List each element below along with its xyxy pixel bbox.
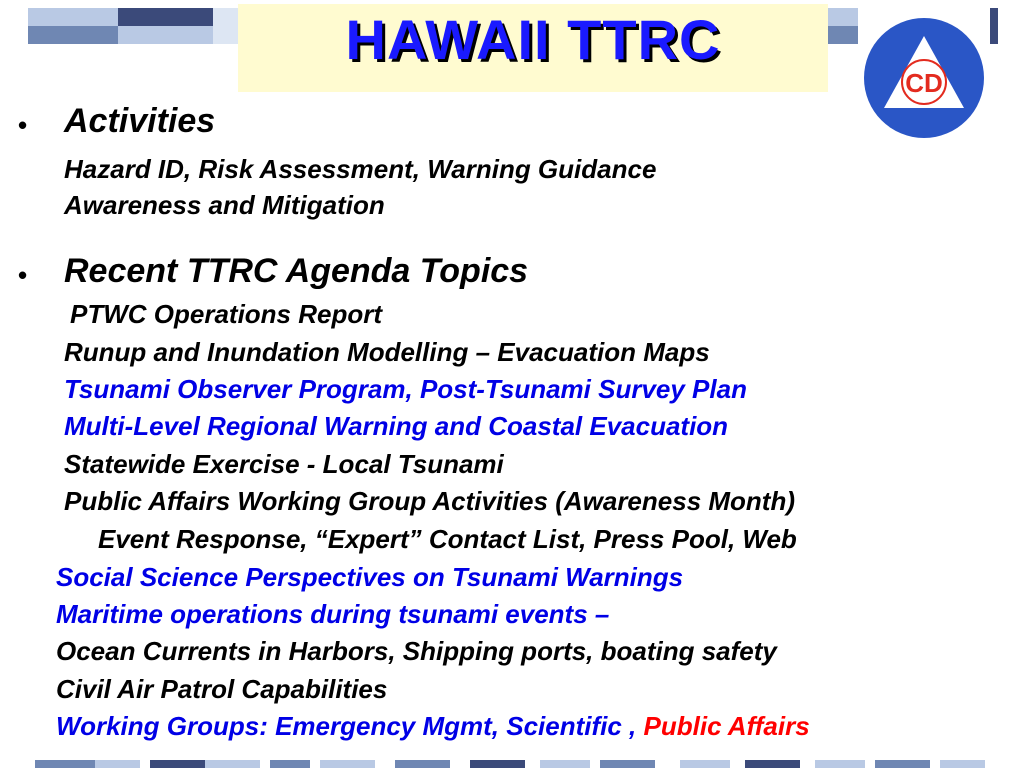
agenda-item: Statewide Exercise - Local Tsunami [64, 449, 504, 479]
agenda-item: Public Affairs Working Group Activities (Awareness Month) [64, 486, 795, 516]
agenda-item: Event Response, “Expert” Contact List, Press Pool, Web [98, 524, 797, 554]
working-groups-text: Working Groups: Emergency Mgmt, Scientific , [56, 711, 644, 741]
activities-line-2: Awareness and Mitigation [64, 190, 385, 220]
bullet-activities: • [18, 110, 28, 140]
agenda-item: PTWC Operations Report [70, 299, 383, 329]
agenda-item: Tsunami Observer Program, Post-Tsunami Survey Plan [64, 374, 747, 404]
bullet-agenda: • [18, 260, 28, 290]
agenda-item: Runup and Inundation Modelling – Evacuation Maps [64, 337, 710, 367]
working-groups-highlight: Public Affairs [643, 711, 810, 741]
agenda-item: Civil Air Patrol Capabilities [56, 674, 388, 704]
agenda-item: Maritime operations during tsunami events – [56, 599, 610, 629]
bottom-decor-bar [0, 756, 1024, 768]
slide-title: HAWAII TTRC [345, 8, 721, 71]
agenda-item: Multi-Level Regional Warning and Coastal Evacuation [64, 411, 729, 441]
working-groups-line [56, 713, 810, 739]
agenda-heading: Recent TTRC Agenda Topics [64, 252, 529, 290]
civil-defense-logo [862, 16, 986, 140]
logo-text: CD [905, 68, 943, 98]
agenda-item: Social Science Perspectives on Tsunami Warnings [56, 562, 684, 592]
agenda-item: Ocean Currents in Harbors, Shipping ports, boating safety [56, 636, 777, 666]
activities-heading: Activities [64, 102, 216, 140]
activities-line-1: Hazard ID, Risk Assessment, Warning Guidance [64, 154, 657, 184]
